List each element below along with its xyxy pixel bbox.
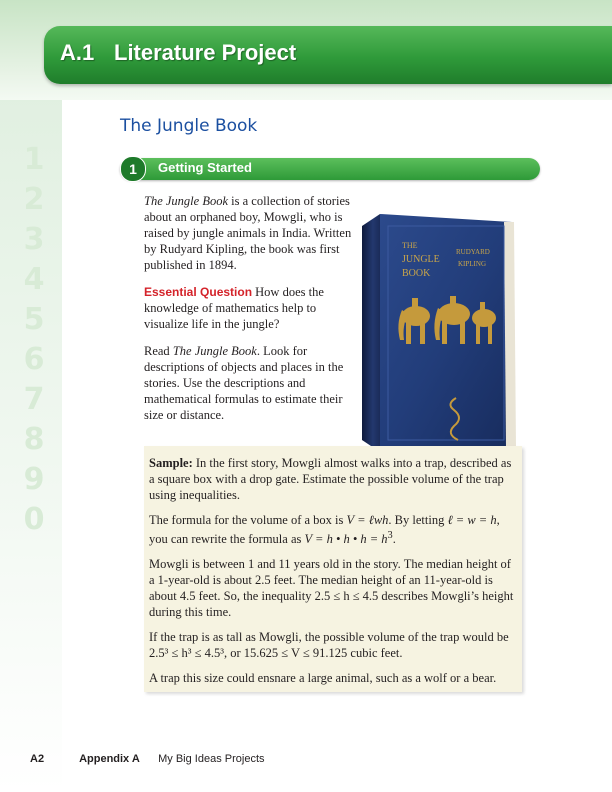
footer-book-title: My Big Ideas Projects: [158, 753, 265, 765]
sample-conclusion: A trap this size could ensnare a large animal, such as a wolf or a bear.: [149, 671, 497, 686]
cover-text-the: THE: [402, 241, 418, 250]
formula-text-a: The formula for the volume of a box is: [149, 513, 347, 527]
side-digit: 0: [23, 502, 45, 537]
book-cover-image: [354, 204, 524, 456]
side-digit: 7: [23, 382, 45, 417]
intro-column: [144, 193, 358, 434]
section-bar: [120, 158, 540, 180]
formula-text-b: . By letting: [388, 513, 448, 527]
sample-height-paragraph: Mowgli is between 1 and 11 years old in the story. The median height of a 1-year-old is about 2.5 feet. The median height of an 11-year-old is about 4.5 feet. So, the inequality 2.5 ≤ h ≤ 4.5 describes Mowgli’s height during this time.: [149, 557, 514, 620]
intro-text: is a collection of stories about an orphaned boy, Mowgli, who is raised by jungle animals in India. Written by Rudyard Kipling, the book was first published in 1894.: [144, 194, 352, 272]
section-number: 1: [120, 156, 146, 182]
essential-question-text: How does the knowledge of mathematics help to visualize life in the jungle?: [144, 285, 324, 331]
side-digit: 3: [23, 222, 45, 257]
formula-text-c: , you can rewrite the formula as: [149, 513, 500, 547]
footer-appendix: Appendix A: [79, 753, 140, 765]
formula-cube: V = h • h • h = h: [304, 532, 388, 547]
essential-question-label: Essential Question: [144, 285, 253, 299]
read-text: . Look for descriptions of objects and places in the stories. Use the descriptions and mathematical formulas to estimate their size or distance.: [144, 344, 344, 422]
cover-text-jungle: JUNGLE: [402, 254, 440, 265]
sample-intro: [149, 455, 517, 503]
formula-equal-dims: ℓ = w = h: [447, 513, 497, 527]
book-title-italic: The Jungle Book: [144, 194, 229, 208]
cover-author-first: RUDYARD: [456, 248, 490, 256]
side-digit: 4: [23, 262, 45, 297]
side-digits: [6, 140, 62, 540]
book-title-italic: The Jungle Book: [172, 344, 257, 358]
sample-label: Sample:: [149, 456, 193, 470]
side-digit: 9: [23, 462, 45, 497]
formula-exponent: 3: [387, 530, 393, 541]
side-digit: 5: [23, 302, 45, 337]
sample-formula-paragraph: [149, 512, 517, 547]
page-footer: [30, 753, 265, 765]
section-label: Getting Started: [158, 160, 252, 175]
side-digit: 1: [23, 142, 45, 177]
essential-question: [144, 284, 358, 332]
sample-box: [144, 446, 522, 692]
sample-volume-paragraph: If the trap is as tall as Mowgli, the possible volume of the trap would be 2.5³ ≤ h³ ≤ 4.5³, or 15.625 ≤ V ≤ 91.125 cubic feet.: [149, 630, 509, 661]
chapter-title-bar: [44, 26, 612, 84]
intro-paragraph: [144, 193, 358, 273]
formula-text-d: .: [392, 532, 396, 547]
read-prefix: Read: [144, 344, 173, 358]
chapter-number: A.1: [60, 40, 95, 65]
side-digit: 2: [23, 182, 45, 217]
side-digit: 8: [23, 422, 45, 457]
chapter-title: Literature Project: [114, 40, 297, 65]
page-subtitle: The Jungle Book: [120, 116, 258, 136]
formula-volume: V = ℓwh: [346, 513, 389, 527]
side-digit: 6: [23, 342, 45, 377]
cover-text-book: BOOK: [402, 268, 431, 279]
sample-intro-text: In the first story, Mowgli almost walks into a trap, described as a square box with a drop gate. Estimate the possible volume of the trap using inequalities.: [149, 456, 512, 502]
book-cover-illustration: [354, 204, 524, 456]
cover-author-last: KIPLING: [458, 260, 486, 268]
page-number: A2: [30, 753, 45, 765]
read-paragraph: [144, 343, 358, 423]
